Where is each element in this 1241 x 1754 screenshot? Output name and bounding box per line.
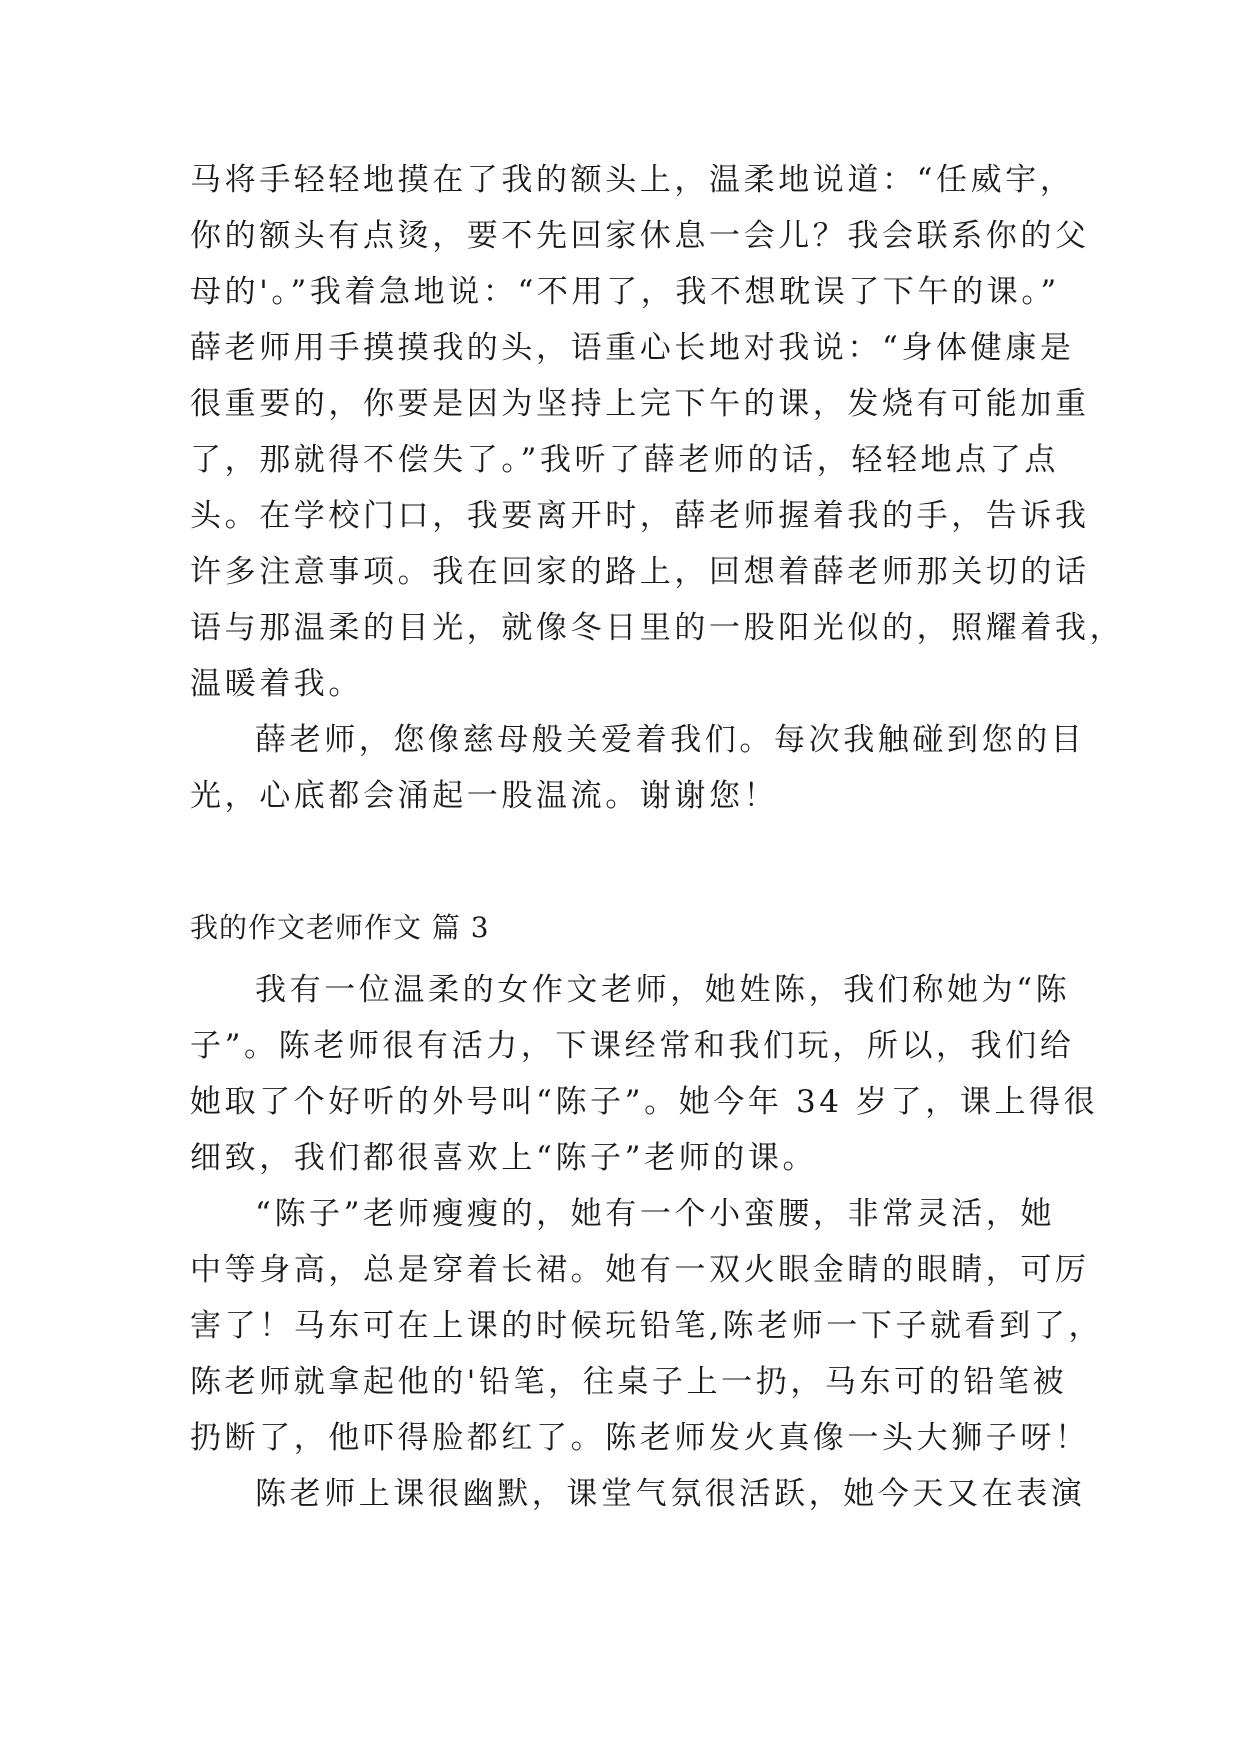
text-line: 母的'。”我着急地说：“不用了，我不想耽误了下午的课。” xyxy=(190,274,1060,310)
text-line: 光，心底都会涌起一股温流。谢谢您！ xyxy=(190,778,779,814)
text-line: 中等身高，总是穿着长裙。她有一双火眼金睛的眼睛，可厉 xyxy=(190,1252,1090,1288)
text-line: 了，那就得不偿失了。”我听了薛老师的话，轻轻地点了点 xyxy=(190,442,1059,478)
text-line: 陈老师就拿起他的'铅笔，往桌子上一扔，马东可的铅笔被 xyxy=(190,1364,1068,1400)
text-line: 语与那温柔的目光，就像冬日里的一股阳光似的，照耀着我， xyxy=(190,610,1125,646)
text-line: 薛老师用手摸摸我的头，语重心长地对我说：“身体健康是 xyxy=(190,330,1075,366)
text-line: 薛老师，您像慈母般关爱着我们。每次我触碰到您的目 xyxy=(255,722,1086,758)
text-line: 害了！马东可在上课的时候玩铅笔,陈老师一下子就看到了， xyxy=(190,1308,1104,1344)
text-line: 扔断了，他吓得脸都红了。陈老师发火真像一头大狮子呀！ xyxy=(190,1420,1090,1456)
essay-heading: 我的作文老师作文 篇 3 xyxy=(190,911,490,944)
text-line: 头。在学校门口，我要离开时，薛老师握着我的手，告诉我 xyxy=(190,498,1090,534)
text-line: “陈子”老师瘦瘦的，她有一个小蛮腰，非常灵活，她 xyxy=(255,1196,1056,1232)
text-line: 马将手轻轻地摸在了我的额头上，温柔地说道：“任威宇， xyxy=(190,162,1075,198)
text-line: 温暖着我。 xyxy=(190,666,363,702)
text-line: 我有一位温柔的女作文老师，她姓陈，我们称她为“陈 xyxy=(255,972,1071,1008)
text-line: 细致，我们都很喜欢上“陈子”老师的课。 xyxy=(190,1140,818,1176)
text-line: 她取了个好听的外号叫“陈子”。她今年 34 岁了，课上得很 xyxy=(190,1084,1099,1120)
text-line: 你的额头有点烫，要不先回家休息一会儿？我会联系你的父 xyxy=(190,218,1090,254)
text-line: 子”。陈老师很有活力，下课经常和我们玩，所以，我们给 xyxy=(190,1028,1075,1064)
text-line: 陈老师上课很幽默，课堂气氛很活跃，她今天又在表演 xyxy=(255,1476,1086,1512)
text-line: 许多注意事项。我在回家的路上，回想着薛老师那关切的话 xyxy=(190,554,1090,590)
text-line: 很重要的，你要是因为坚持上完下午的课，发烧有可能加重 xyxy=(190,386,1090,422)
